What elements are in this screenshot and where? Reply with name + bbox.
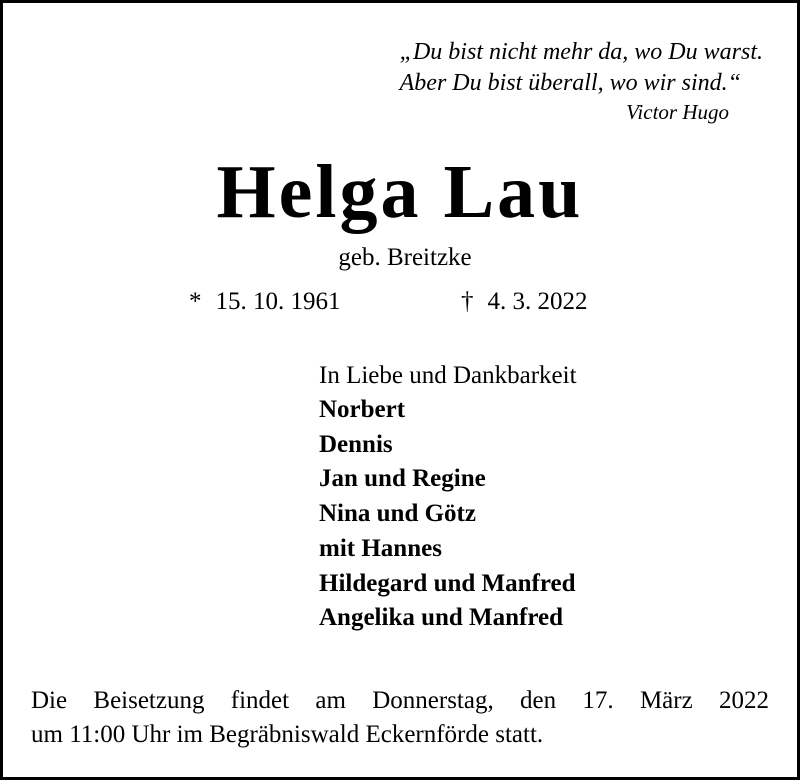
quote-line: Aber Du bist überall, wo wir sind.“ bbox=[399, 70, 741, 96]
mourners-block bbox=[319, 359, 577, 636]
mourner-name: Jan und Regine bbox=[319, 465, 486, 493]
quote-line: „Du bist nicht mehr da, wo Du warst. bbox=[399, 39, 763, 65]
mourner-name: Nina und Götz bbox=[319, 500, 476, 528]
birth-name: geb. Breitzke bbox=[338, 244, 472, 271]
birth-date: 15. 10. 1961 bbox=[215, 288, 341, 315]
funeral-line: Die Beisetzung findet am Donnerstag, den 17. März 2022 bbox=[31, 687, 769, 714]
funeral-line: um 11:00 Uhr im Begräbniswald Eckernförde statt. bbox=[31, 721, 544, 748]
mourner-name: Norbert bbox=[319, 396, 406, 423]
quote-block bbox=[400, 37, 763, 99]
funeral-notice bbox=[31, 684, 769, 752]
mourner-name: Angelika und Manfred bbox=[319, 604, 564, 632]
mourner-name: mit Hannes bbox=[319, 534, 442, 562]
mourner-name: Hildegard und Manfred bbox=[319, 569, 576, 597]
death-cross-icon: † bbox=[461, 288, 474, 315]
birth-star-icon: * bbox=[189, 288, 202, 315]
mourner-name: Dennis bbox=[319, 430, 393, 458]
deceased-name: Helga Lau bbox=[216, 150, 584, 234]
quote-author: Victor Hugo bbox=[626, 100, 729, 124]
birth-date-line bbox=[189, 287, 341, 317]
mourners-intro: In Liebe und Dankbarkeit bbox=[319, 362, 577, 389]
death-date-line bbox=[461, 287, 588, 317]
death-date: 4. 3. 2022 bbox=[487, 288, 588, 315]
